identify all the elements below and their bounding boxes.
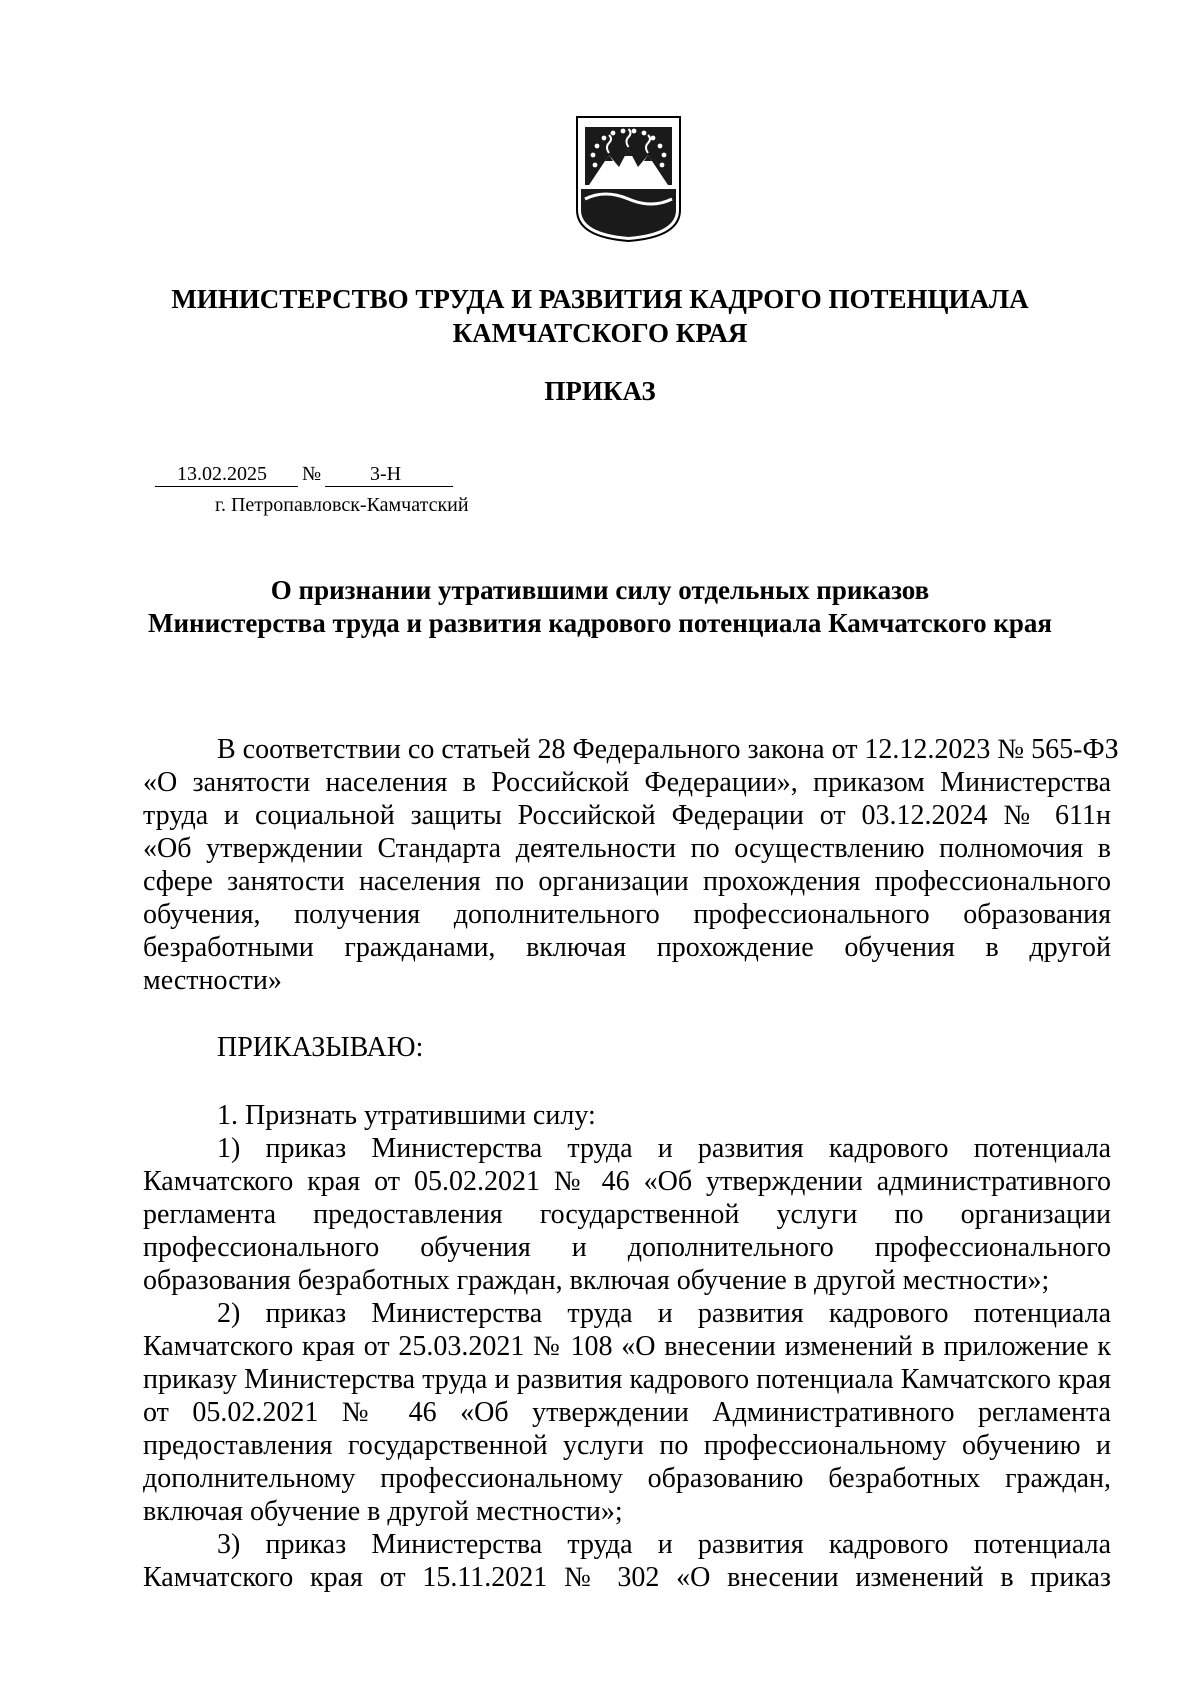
item-line: от 05.02.2021 № 46 «Об утверждении Административного регламента [143, 1397, 1111, 1428]
preamble-line: В соответствии со статьей 28 Федерального закона от 12.12.2023 № 565-ФЗ [217, 734, 1119, 765]
order-word: ПРИКАЗЫВАЮ: [217, 1032, 424, 1063]
document-type-title: ПРИКАЗ [544, 376, 656, 406]
item-line: профессионального обучения и дополнительного профессионального [143, 1232, 1111, 1263]
item-line: дополнительному профессиональному образованию безработных граждан, [143, 1463, 1111, 1494]
date-underline [155, 486, 298, 487]
number-sign: № [302, 463, 322, 485]
preamble-line: «Об утверждении Стандарта деятельности по осуществлению полномочия в [143, 833, 1111, 864]
ministry-name-line2: КАМЧАТСКОГО КРАЯ [452, 318, 748, 348]
item-line: приказу Министерства труда и развития кадрового потенциала Камчатского края [143, 1364, 1111, 1395]
item-line: образования безработных граждан, включая обучение в другой местности»; [143, 1265, 1050, 1296]
preamble-line: безработными гражданами, включая прохождение обучения в другой [143, 932, 1111, 963]
item-line: 2) приказ Министерства труда и развития кадрового потенциала [217, 1298, 1111, 1329]
subject-line2: Министерства труда и развития кадрового потенциала Камчатского края [148, 608, 1052, 638]
item-line: 1) приказ Министерства труда и развития кадрового потенциала [217, 1133, 1111, 1164]
city-name: г. Петропавловск-Камчатский [215, 494, 469, 516]
item-line: Камчатского края от 15.11.2021 № 302 «О внесении изменений в приказ [143, 1562, 1111, 1593]
preamble-line: труда и социальной защиты Российской Федерации от 03.12.2024 № 611н [143, 800, 1111, 831]
item-line: включая обучение в другой местности»; [143, 1496, 623, 1527]
item-line: регламента предоставления государственной услуги по организации [143, 1199, 1111, 1230]
subject-line1: О признании утратившими силу отдельных приказов [270, 575, 930, 605]
preamble-line: обучения, получения дополнительного профессионального образования [143, 899, 1111, 930]
item-line: Камчатского края от 25.03.2021 № 108 «О внесении изменений в приложение к [143, 1331, 1111, 1362]
item-line: предоставления государственной услуги по профессиональному обучению и [143, 1430, 1111, 1461]
preamble-line: «О занятости населения в Российской Федерации», приказом Министерства [143, 767, 1111, 798]
number-underline [325, 486, 453, 487]
coat-of-arms-icon [575, 115, 682, 243]
item-line: 1. Признать утратившими силу: [217, 1100, 596, 1131]
item-line: Камчатского края от 05.02.2021 № 46 «Об утверждении административного [143, 1166, 1111, 1197]
order-number: 3-Н [370, 463, 402, 485]
preamble-line: местности» [143, 965, 282, 996]
item-line: 3) приказ Министерства труда и развития кадрового потенциала [217, 1529, 1111, 1560]
preamble-line: сфере занятости населения по организации прохождения профессионального [143, 866, 1111, 897]
order-date: 13.02.2025 [177, 463, 267, 485]
ministry-name-line1: МИНИСТЕРСТВО ТРУДА И РАЗВИТИЯ КАДРОГО ПОТЕНЦИАЛА [171, 284, 1029, 314]
